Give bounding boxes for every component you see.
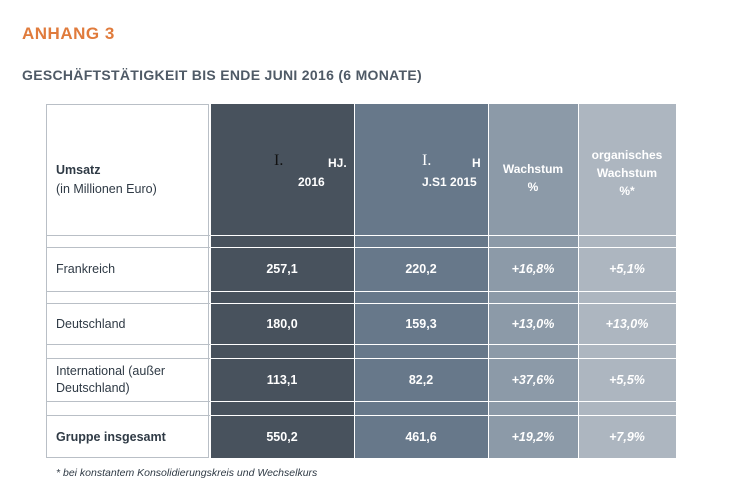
table-cell: +37,6% [511,372,555,387]
table-cell: +7,9% [609,429,645,444]
header-organic-line1: organisches [591,148,663,162]
separator [46,344,210,345]
separator [46,235,210,236]
header-label [56,161,206,199]
separator [46,401,210,402]
header-h1-2015 [354,150,488,190]
header-h1-2015-roman: I. [422,152,432,169]
header-h1-2016-text-b: 2016 [298,175,325,189]
separator [46,291,210,292]
header-h1-2015-text-a: H [472,156,481,170]
row-label-total: Gruppe insgesamt [56,429,166,444]
table-cell: +5,5% [609,372,645,387]
row-label-international-line2: Deutschland) [56,380,130,395]
table-cell: 220,2 [405,262,437,276]
header-h1-2016-text-a: HJ. [328,156,347,170]
table-cell: 550,2 [266,429,298,444]
row-label-frankreich: Frankreich [56,262,116,276]
table-cell: +13,0% [511,316,555,331]
table-cell: +13,0% [605,316,649,331]
header-growth [488,160,578,196]
row-label-deutschland: Deutschland [56,316,126,331]
header-h1-2016-roman: I. [274,152,284,169]
page-heading: ANHANG 3 [22,24,115,43]
header-h1-2015-text-b: J.S1 2015 [422,175,477,189]
header-growth-line2: % [527,180,539,194]
header-growth-line1: Wachstum [502,162,564,176]
header-label-title: Umsatz [56,163,101,177]
footnote: * bei konstantem Konsolidierungskreis und Wechselkurs [56,467,318,479]
header-organic-growth [578,146,676,200]
table-cell: 180,0 [266,316,298,331]
table-cell: +19,2% [511,429,555,444]
revenue-table [46,104,676,458]
row-label-international-line1: International (außer [56,363,166,378]
table-cell: 257,1 [266,262,298,276]
table-cell: 82,2 [408,372,434,387]
table-cell: 113,1 [266,372,298,387]
header-organic-line3: %* [619,184,635,198]
table-cell: +16,8% [511,262,555,276]
table-cell: 159,3 [405,316,437,331]
header-h1-2016 [210,150,354,190]
header-organic-line2: Wachstum [596,166,658,180]
table-cell: +5,1% [609,262,645,276]
row-label-international [56,358,206,401]
table-cell: 461,6 [405,429,437,444]
header-label-unit: (in Millionen Euro) [56,182,157,196]
section-title: GESCHÄFTSTÄTIGKEIT BIS ENDE JUNI 2016 (6 MONATE) [22,67,422,83]
